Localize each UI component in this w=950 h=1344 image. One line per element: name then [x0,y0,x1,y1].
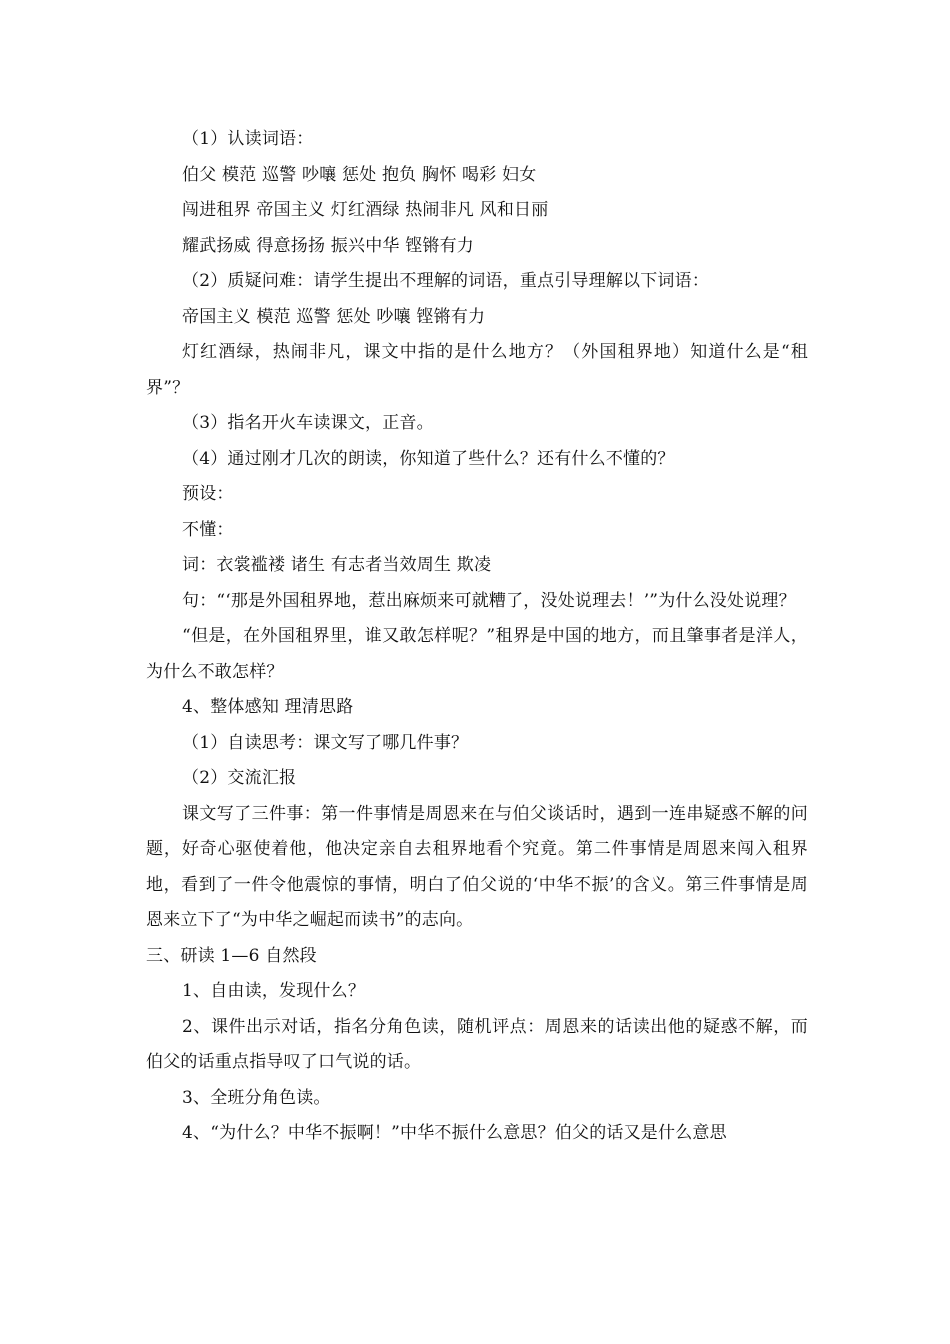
paragraph-sentence-2: “但是，在外国租界里，谁又敢怎样呢？”租界是中国的地方，而且肇事者是洋人，为什么不敢怎样？ [146,626,808,682]
paragraph-vocab-line-2: 闯进租界 帝国主义 灯红酒绿 热闹非凡 风和日丽 [182,200,549,220]
paragraph-three-events: 课文写了三件事：第一件事情是周恩来在与伯父谈话时，遇到一连串疑惑不解的问题，好奇心驱使着他，他决定亲自去租界地看个究竟。第二件事情是周恩来闯入租界地，看到了一件令他震惊的事情，明白了伯父说的‘中华不振’的含义。第三件事情是周恩来立下了“为中华之崛起而读书”的志向。 [146,803,808,930]
paragraph-train-reading: （3）指名开火车读课文，正音。 [182,413,434,433]
paragraph-not-understood: 不懂： [182,519,234,540]
paragraph-vocab-read-heading: （1）认读词语： [182,129,314,149]
paragraph-vocab-line-1: 伯父 模范 巡警 吵嚷 惩处 抱负 胸怀 喝彩 妇女 [182,164,537,185]
section-heading-study: 三、研读 1—6 自然段 [146,945,317,966]
paragraph-section-overall: 4、整体感知 理清思路 [182,697,354,717]
paragraph-concession-question: 灯红酒绿，热闹非凡，课文中指的是什么地方？（外国租界地）知道什么是“租界”？ [146,342,808,398]
paragraph-key-words: 帝国主义 模范 巡警 惩处 吵嚷 铿锵有力 [182,306,486,327]
document-page [146,122,808,1152]
paragraph-self-read: （1）自读思考：课文写了哪几件事？ [182,732,469,753]
paragraph-question-heading: （2）质疑问难：请学生提出不理解的词语，重点引导理解以下词语： [182,271,710,291]
paragraph-sentence-1: 句：“‘那是外国租界地，惹出麻烦来可就糟了，没处说理去！’”为什么没处说理？ [182,590,796,611]
paragraph-what-learned: （4）通过刚才几次的朗读，你知道了些什么？还有什么不懂的？ [182,448,675,469]
paragraph-class-read: 3、全班分角色读。 [182,1087,331,1108]
paragraph-dialogue: 2、课件出示对话，指名分角色读，随机评点：周恩来的话读出他的疑惑不解，而伯父的话重点指导叹了口气说的话。 [146,1016,808,1072]
paragraph-preset: 预设： [182,484,234,504]
paragraph-exchange: （2）交流汇报 [182,768,297,788]
paragraph-free-read: 1、自由读，发现什么？ [182,981,366,1001]
paragraph-vocab-line-3: 耀武扬威 得意扬扬 振兴中华 铿锵有力 [182,235,475,256]
paragraph-words: 词：衣裳褴褛 诸生 有志者当效周生 欺凌 [182,555,492,575]
paragraph-why-question: 4、“为什么？中华不振啊！”中华不振什么意思？伯父的话又是什么意思 [182,1123,727,1143]
